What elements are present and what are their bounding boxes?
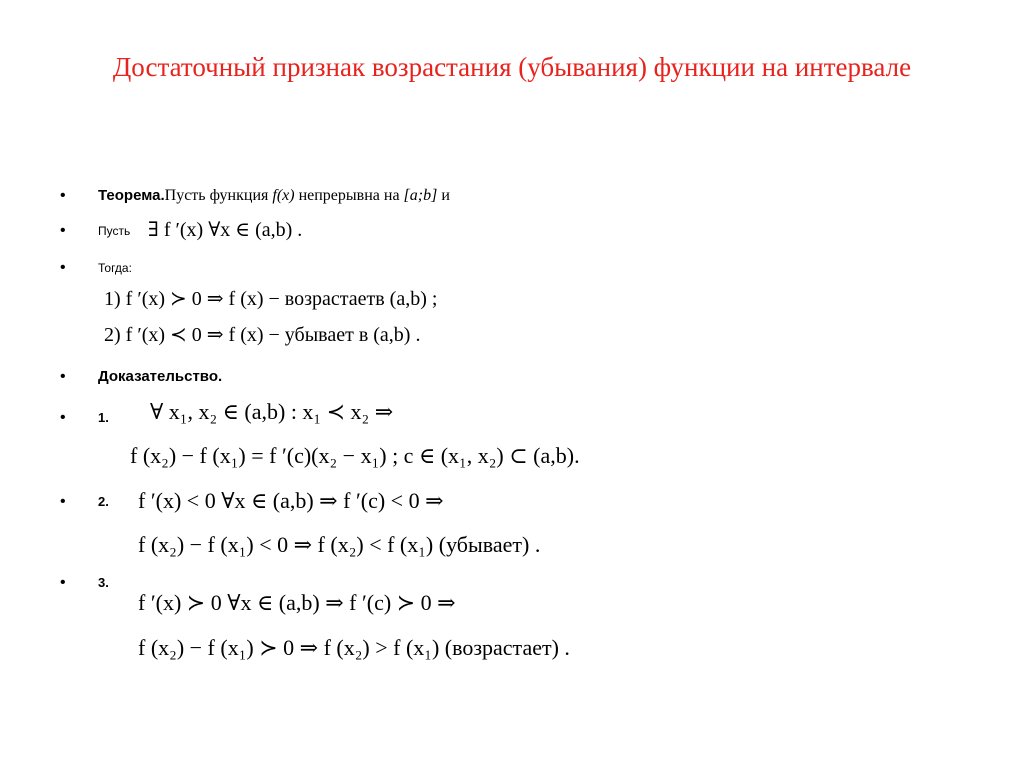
slide-title: Достаточный признак возрастания (убывания) функции на интервале bbox=[112, 52, 912, 82]
step-3-label: 3. bbox=[98, 575, 109, 590]
step-3-formula-b: f (x₂) − f (x₁) ≻ 0 ⇒ f (x₂) > f (x₁) (возрастает) . bbox=[138, 635, 570, 660]
step-2-formula-a: f ′(x) < 0 ∀x ∈ (a,b) ⇒ f ′(c) < 0 ⇒ bbox=[138, 488, 444, 513]
bullet-dot: • bbox=[60, 493, 66, 510]
theorem-text-2: непрерывна на bbox=[294, 187, 404, 204]
step-1-formula-a: ∀ x₁, x₂ ∈ (a,b) : x₁ ≺ x₂ ⇒ bbox=[150, 399, 394, 424]
bullet-exist bbox=[60, 223, 130, 239]
exist-label: Пусть bbox=[98, 224, 131, 238]
bullet-step-1 bbox=[60, 410, 109, 426]
bullet-dot: • bbox=[60, 409, 66, 426]
bullet-proof bbox=[60, 369, 222, 385]
step-1-formula-b: f (x₂) − f (x₁) = f ′(c)(x₂ − x₁) ; c ∈ (x₁, x₂) ⊂ (a,b). bbox=[130, 443, 580, 468]
bullet-theorem bbox=[60, 188, 450, 204]
bullet-dot: • bbox=[60, 259, 66, 276]
theorem-text-1: Пусть функция bbox=[164, 187, 273, 204]
theorem-label: Теорема. bbox=[98, 187, 165, 204]
step-2-label: 2. bbox=[98, 494, 109, 509]
theorem-text-3: и bbox=[437, 187, 450, 204]
then-label: Тогда: bbox=[98, 261, 132, 275]
step-2-formula-b: f (x₂) − f (x₁) < 0 ⇒ f (x₂) < f (x₁) (убывает) . bbox=[138, 532, 541, 557]
bullet-dot: • bbox=[60, 574, 66, 591]
bullet-step-3 bbox=[60, 575, 109, 591]
bullet-dot: • bbox=[60, 222, 66, 239]
case-1-formula: 1) f ′(x) ≻ 0 ⇒ f (x) − возрастаетв (a,b) ; bbox=[104, 288, 438, 310]
step-1-label: 1. bbox=[98, 410, 109, 425]
bullet-dot: • bbox=[60, 187, 66, 204]
exist-formula: ∃ f ′(x) ∀x ∈ (a,b) . bbox=[148, 219, 303, 241]
step-3-formula-a: f ′(x) ≻ 0 ∀x ∈ (a,b) ⇒ f ′(c) ≻ 0 ⇒ bbox=[138, 590, 456, 615]
bullet-dot: • bbox=[60, 368, 66, 385]
theorem-interval: [a;b] bbox=[403, 187, 438, 204]
bullet-then bbox=[60, 260, 132, 276]
bullet-step-2 bbox=[60, 494, 109, 510]
theorem-func: f(x) bbox=[272, 187, 295, 204]
proof-label: Доказательство. bbox=[98, 368, 223, 385]
case-2-formula: 2) f ′(x) ≺ 0 ⇒ f (x) − убывает в (a,b) . bbox=[104, 324, 421, 346]
